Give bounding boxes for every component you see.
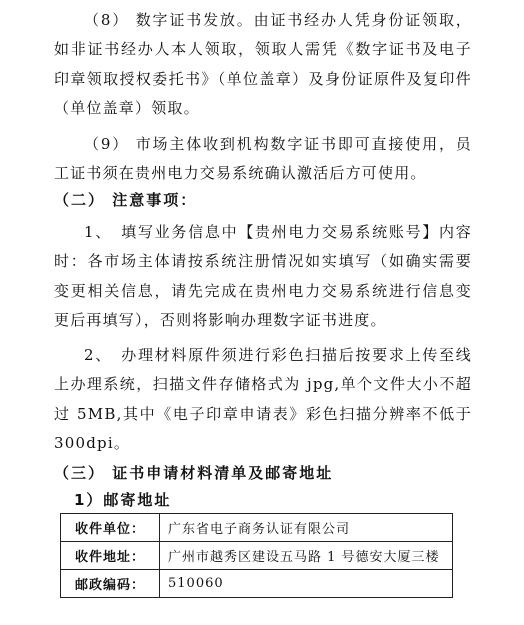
- notice-item-1: 1、 填写业务信息中【贵州电力交易系统账号】内容时：各市场主体请按系统注册情况如实填写（如确实需要变更相关信息，请先完成在贵州电力交易系统进行信息变更后再填写），否则将影响办理数字证书进度。: [54, 223, 472, 330]
- paragraph-item-9: （9） 市场主体收到机构数字证书即可直接使用，员工证书须在贵州电力交易系统确认激活后方可使用。: [54, 135, 472, 183]
- table-row: [61, 514, 453, 542]
- recipient-address-value: 广州市越秀区建设五马路 1 号德安大厦三楼: [160, 542, 453, 570]
- recipient-address-label: 收件地址：: [61, 542, 160, 570]
- table-row: [61, 570, 453, 598]
- recipient-unit-value: 广东省电子商务认证有限公司: [160, 514, 453, 542]
- postal-code-label: 邮政编码：: [61, 570, 160, 598]
- mailing-address-table: [60, 513, 453, 598]
- postal-code-value: 510060: [160, 570, 453, 598]
- heading-mailing-address: 1）邮寄地址: [74, 491, 172, 509]
- heading-notice: （二） 注意事项：: [54, 191, 198, 209]
- paragraph-item-8: （8） 数字证书发放。由证书经办人凭身份证领取，如非证书经办人本人领取，领取人需凭《数字证书及电子印章领取授权委托书》（单位盖章）及身份证原件及复印件（单位盖章）领取。: [54, 11, 472, 118]
- notice-item-2: 2、 办理材料原件须进行彩色扫描后按要求上传至线上办理系统，扫描文件存储格式为 jpg,单个文件大小不超过 5MB,其中《电子印章申请表》彩色扫描分辨率不低于 300dpi。: [54, 346, 472, 453]
- table-row: [61, 542, 453, 570]
- heading-section-3: （三） 证书申请材料清单及邮寄地址: [54, 464, 334, 482]
- recipient-unit-label: 收件单位：: [61, 514, 160, 542]
